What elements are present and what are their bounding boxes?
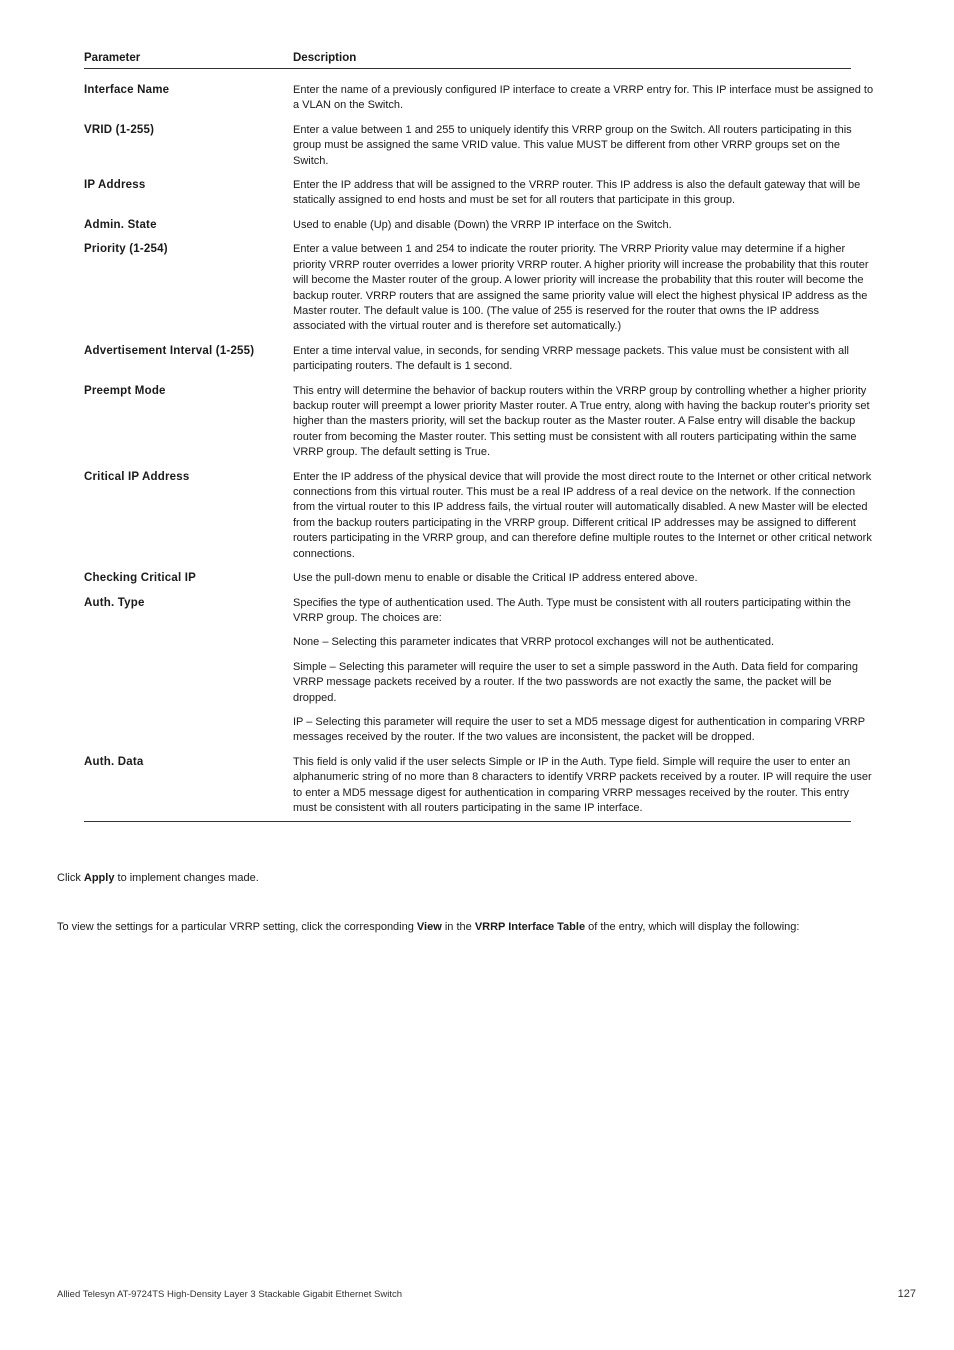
description-paragraph: Enter the IP address of the physical device that will provide the most direct route to the Internet or other critical network connections from this virtual router. This must be a real IP address of a real device on the network. If the connection from the virtual router to this IP address fails, the virtual router will automatically disabled. A new Master will be elected from the backup routers participating in the VRRP group. Different critical IP addresses may be assigned to different routers participating in the VRRP group, and can therefore define multiple routes to the Internet or other critical network connections. <box>293 470 872 560</box>
parameter-name: Auth. Data <box>84 755 144 768</box>
table-body <box>84 83 874 816</box>
table-row <box>84 218 874 234</box>
parameter-description <box>293 242 874 334</box>
vrrp-interface-table-keyword: VRRP Interface Table <box>474 921 586 933</box>
description-paragraph: This entry will determine the behavior of backup routers within the VRRP group by controlling whether a higher priority backup router will preempt a lower priority Master router. A True entry, along with having the backup router's priority set higher than the masters priority, will set the backup router as the Master router. A False entry will disable the backup router from becoming the Master router. This setting must be consistent with all routers participating within the same VRRP group. The default setting is True. <box>293 384 870 459</box>
parameter-description <box>293 384 874 461</box>
parameter-name: Checking Critical IP <box>84 572 197 585</box>
parameter-name: Preempt Mode <box>84 384 166 397</box>
parameter-description <box>293 571 874 587</box>
table-bottom-rule <box>84 821 851 822</box>
table-row <box>84 470 874 562</box>
parameter-name: Auth. Type <box>84 596 145 609</box>
apply-keyword: Apply <box>83 872 115 884</box>
table-row <box>84 178 874 209</box>
description-paragraph: Enter a value between 1 and 254 to indicate the router priority. The VRRP Priority value may determine if a higher priority VRRP router overrides a lower priority VRRP router. A higher priority will increase the probability that this router will become the Master router of the group. A lower priority will increase the probability that this router will become the backup router. VRRP routers that are assigned the same priority value will elect the highest physical IP address as the Master router. The default value is 100. (The value of 255 is reserved for the router that owns the IP address associated with the virtual router and is therefore set automatically.) <box>293 243 869 333</box>
description-paragraph: Used to enable (Up) and disable (Down) the VRRP IP interface on the Switch. <box>293 218 672 231</box>
table-row <box>84 596 874 746</box>
parameter-name: Admin. State <box>84 218 157 231</box>
table-row <box>84 571 874 587</box>
parameter-description <box>293 755 874 817</box>
description-paragraph: None – Selecting this parameter indicates that VRRP protocol exchanges will not be authenticated. <box>293 636 775 649</box>
description-paragraph: Simple – Selecting this parameter will require the user to set a simple password in the Auth. Data field for comparing VRRP message packets received by a router. If the two passwords are not exactly the same, the packet will be dropped. <box>293 660 858 704</box>
parameter-name: IP Address <box>84 179 146 192</box>
view-keyword: View <box>416 921 442 933</box>
table-row <box>84 755 874 817</box>
description-paragraph: Enter a time interval value, in seconds, for sending VRRP message packets. This value must be consistent with all participating routers. The default is 1 second. <box>293 344 849 373</box>
parameter-description <box>293 596 874 746</box>
footer-product-name: Allied Telesyn AT-9724TS High-Density Layer 3 Stackable Gigabit Ethernet Switch <box>57 1289 402 1300</box>
view-note-mid: in the <box>441 921 475 933</box>
parameter-name: Advertisement Interval (1-255) <box>84 344 255 357</box>
view-note <box>57 920 799 935</box>
page-number: 127 <box>897 1288 916 1300</box>
parameter-table <box>84 52 874 822</box>
table-row <box>84 242 874 334</box>
parameter-name: VRID (1-255) <box>84 123 155 136</box>
description-paragraph: This field is only valid if the user selects Simple or IP in the Auth. Type field. Simple will require the user to enter an alphanumeric string of no more than 8 characters to identify VRRP packets received by a router. IP will require the user to enter a MD5 message digest for authentication in comparing VRRP messages received by the router. This entry must be consistent with all routers participating in the same IP interface. <box>293 755 872 815</box>
header-description: Description <box>293 52 357 64</box>
table-row <box>84 384 874 461</box>
table-row <box>84 344 874 375</box>
description-paragraph: Enter a value between 1 and 255 to uniquely identify this VRRP group on the Switch. All routers participating in this group must be assigned the same VRID value. This value MUST be different from other VRRP groups set on the Switch. <box>293 123 852 167</box>
table-row <box>84 123 874 169</box>
parameter-description <box>293 178 874 209</box>
apply-note <box>57 871 259 886</box>
parameter-name: Interface Name <box>84 84 170 96</box>
description-paragraph: Enter the name of a previously configured IP interface to create a VRRP entry for. This IP interface must be assigned to a VLAN on the Switch. <box>293 84 874 112</box>
parameter-description <box>293 123 874 169</box>
parameter-description <box>293 83 874 114</box>
parameter-description <box>293 470 874 562</box>
parameter-description <box>293 344 874 375</box>
parameter-name: Critical IP Address <box>84 470 190 483</box>
view-note-pre: To view the settings for a particular VRRP setting, click the corresponding <box>57 921 417 933</box>
table-row <box>84 83 874 114</box>
apply-note-pre: Click <box>57 872 84 884</box>
table-header <box>84 52 851 69</box>
description-paragraph: Use the pull-down menu to enable or disable the Critical IP address entered above. <box>293 572 698 585</box>
description-paragraph: Specifies the type of authentication used. The Auth. Type must be consistent with all routers participating within the VRRP group. The choices are: <box>293 596 851 624</box>
description-paragraph: IP – Selecting this parameter will require the user to set a MD5 message digest for authentication in comparing VRRP messages received by the router. If the two values are inconsistent, the packet will be dropped. <box>293 716 865 744</box>
view-note-post: of the entry, which will display the following: <box>585 921 800 933</box>
apply-note-post: to implement changes made. <box>114 872 259 884</box>
parameter-description <box>293 218 874 234</box>
description-paragraph: Enter the IP address that will be assigned to the VRRP router. This IP address is also the default gateway that will be statically assigned to end hosts and must be set for all routers that participate in this group. <box>293 179 861 207</box>
header-parameter: Parameter <box>84 52 141 64</box>
parameter-name: Priority (1-254) <box>84 243 168 256</box>
